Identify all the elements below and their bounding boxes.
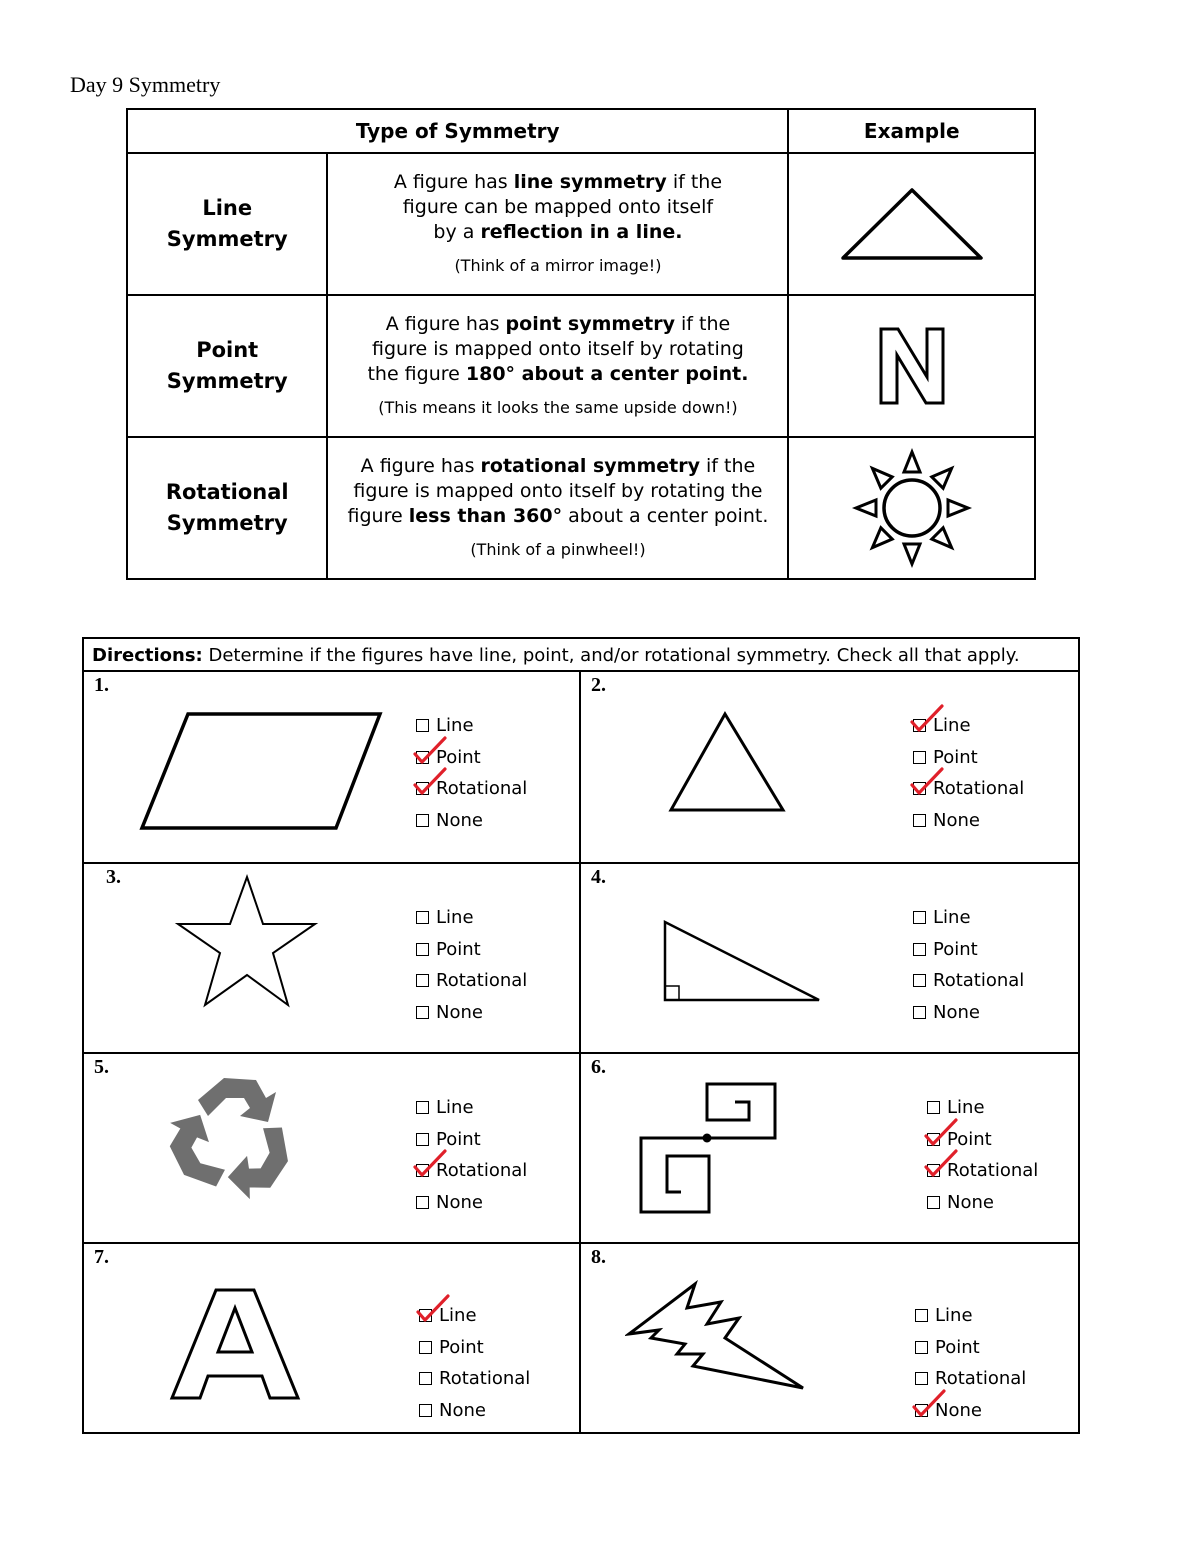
- symmetry-description: A figure has line symmetry if the figure can be mapped onto itself by a reflection in a line. (Think of a mirror image!): [327, 153, 788, 295]
- letter-a-icon: [168, 1286, 302, 1402]
- problem-5: [84, 1052, 581, 1242]
- problem-6: [581, 1052, 1078, 1242]
- option-label: None: [933, 809, 980, 831]
- option-rotational[interactable]: [419, 1363, 530, 1395]
- symmetry-reference-table: [126, 108, 1036, 580]
- option-none[interactable]: [927, 1187, 1038, 1219]
- checkbox[interactable]: [419, 1341, 432, 1354]
- problem-number: 8.: [591, 1246, 606, 1268]
- checkbox[interactable]: [913, 943, 926, 956]
- header-example: Example: [788, 109, 1035, 153]
- option-label: Rotational: [935, 1368, 1027, 1389]
- options: [416, 710, 527, 836]
- options: [913, 710, 1024, 836]
- option-label: Rotational: [436, 1160, 528, 1181]
- option-rotational[interactable]: [416, 965, 527, 997]
- option-rotational[interactable]: [416, 773, 527, 805]
- page-title: Day 9 Symmetry: [70, 72, 221, 97]
- problem-grid: [84, 672, 1078, 1432]
- problem-7: [84, 1242, 581, 1432]
- option-label: None: [935, 1399, 982, 1421]
- option-line[interactable]: [416, 710, 527, 742]
- checkbox[interactable]: [915, 1372, 928, 1385]
- option-point[interactable]: [913, 934, 1024, 966]
- option-label: None: [436, 1191, 483, 1213]
- option-label: Rotational: [947, 1160, 1039, 1181]
- option-line[interactable]: [927, 1092, 1038, 1124]
- checkbox[interactable]: [913, 751, 926, 764]
- checkbox[interactable]: [927, 1133, 940, 1146]
- checkbox[interactable]: [927, 1164, 940, 1177]
- example-cell: [788, 153, 1035, 295]
- option-label: Line: [935, 1305, 973, 1326]
- problem-4: [581, 862, 1078, 1052]
- option-label: Line: [933, 907, 971, 928]
- option-label: Line: [947, 1097, 985, 1118]
- right-triangle-icon: [661, 918, 823, 1004]
- option-line[interactable]: [419, 1300, 530, 1332]
- option-line[interactable]: [913, 902, 1024, 934]
- problem-number: 2.: [591, 674, 606, 696]
- option-label: Point: [935, 1336, 980, 1358]
- checkbox[interactable]: [915, 1309, 928, 1322]
- option-label: None: [436, 809, 483, 831]
- row-line-symmetry: [127, 153, 1035, 295]
- checkbox[interactable]: [419, 1404, 432, 1417]
- option-rotational[interactable]: [913, 965, 1024, 997]
- option-label: None: [933, 1001, 980, 1023]
- option-line[interactable]: [416, 1092, 527, 1124]
- checkbox[interactable]: [416, 974, 429, 987]
- symmetry-name: Line Symmetry: [127, 153, 327, 295]
- option-label: Point: [947, 1128, 992, 1150]
- option-none[interactable]: [913, 805, 1024, 837]
- option-label: Point: [436, 746, 481, 768]
- option-label: Point: [436, 1128, 481, 1150]
- parallelogram-icon: [138, 710, 384, 832]
- checkbox[interactable]: [416, 1164, 429, 1177]
- option-none[interactable]: [416, 997, 527, 1029]
- checkbox[interactable]: [416, 1006, 429, 1019]
- option-label: Line: [436, 907, 474, 928]
- problem-number: 5.: [94, 1056, 109, 1078]
- problem-3: [84, 862, 581, 1052]
- symmetry-name: Rotational Symmetry: [127, 437, 327, 579]
- option-label: Line: [436, 715, 474, 736]
- checkbox[interactable]: [913, 814, 926, 827]
- problem-number: 4.: [591, 866, 606, 888]
- option-point[interactable]: [913, 742, 1024, 774]
- options: [416, 902, 527, 1028]
- option-label: None: [439, 1399, 486, 1421]
- checkbox[interactable]: [416, 943, 429, 956]
- option-point[interactable]: [419, 1332, 530, 1364]
- option-none[interactable]: [416, 805, 527, 837]
- symmetry-description: A figure has point symmetry if the figure is mapped onto itself by rotating the figure 180° about a center point. (This means it looks the same upside down!): [327, 295, 788, 437]
- option-none[interactable]: [913, 997, 1024, 1029]
- checkbox[interactable]: [416, 1101, 429, 1114]
- options: [416, 1092, 527, 1218]
- options: [913, 902, 1024, 1028]
- problem-number: 1.: [94, 674, 109, 696]
- example-cell: [788, 437, 1035, 579]
- checkbox[interactable]: [913, 782, 926, 795]
- example-cell: [788, 295, 1035, 437]
- option-none[interactable]: [416, 1187, 527, 1219]
- row-point-symmetry: [127, 295, 1035, 437]
- option-label: Line: [933, 715, 971, 736]
- option-point[interactable]: [416, 1124, 527, 1156]
- triangle-icon: [839, 186, 985, 262]
- lightning-icon: [625, 1280, 807, 1392]
- option-line[interactable]: [416, 902, 527, 934]
- option-label: Line: [436, 1097, 474, 1118]
- option-label: Point: [439, 1336, 484, 1358]
- problem-number: 3.: [106, 866, 121, 888]
- option-label: Point: [933, 938, 978, 960]
- option-rotational[interactable]: [927, 1155, 1038, 1187]
- option-label: Point: [436, 938, 481, 960]
- problem-number: 6.: [591, 1056, 606, 1078]
- option-point[interactable]: [915, 1332, 1026, 1364]
- problem-8: [581, 1242, 1078, 1432]
- option-point[interactable]: [416, 934, 527, 966]
- option-line[interactable]: [913, 710, 1024, 742]
- star-icon: [174, 874, 320, 1010]
- header-type-of-symmetry: Type of Symmetry: [127, 109, 788, 153]
- option-label: Rotational: [436, 778, 528, 799]
- option-point[interactable]: [927, 1124, 1038, 1156]
- option-label: Rotational: [436, 970, 528, 991]
- option-rotational[interactable]: [913, 773, 1024, 805]
- sun-icon: [850, 446, 974, 570]
- option-point[interactable]: [416, 742, 527, 774]
- option-label: Line: [439, 1305, 477, 1326]
- problem-1: [84, 672, 581, 862]
- checkbox[interactable]: [416, 1133, 429, 1146]
- option-none[interactable]: [915, 1395, 1026, 1427]
- checkbox[interactable]: [419, 1309, 432, 1322]
- spiral-icon: [635, 1080, 781, 1216]
- checkbox[interactable]: [913, 974, 926, 987]
- option-label: Point: [933, 746, 978, 768]
- option-label: Rotational: [439, 1368, 531, 1389]
- checkbox[interactable]: [416, 782, 429, 795]
- worksheet: [82, 637, 1080, 1434]
- problem-number: 7.: [94, 1246, 109, 1268]
- symmetry-description: A figure has rotational symmetry if the figure is mapped onto itself by rotating the figure less than 360° about a center point. (Think of a pinwheel!): [327, 437, 788, 579]
- checkbox[interactable]: [419, 1372, 432, 1385]
- recycle-icon: [162, 1068, 302, 1208]
- options: [915, 1300, 1026, 1426]
- options: [927, 1092, 1038, 1218]
- checkbox[interactable]: [416, 814, 429, 827]
- checkbox[interactable]: [927, 1196, 940, 1209]
- checkbox[interactable]: [416, 719, 429, 732]
- checkbox[interactable]: [913, 1006, 926, 1019]
- symmetry-name: Point Symmetry: [127, 295, 327, 437]
- option-rotational[interactable]: [416, 1155, 527, 1187]
- problem-2: [581, 672, 1078, 862]
- triangle-icon: [667, 710, 787, 814]
- checkbox[interactable]: [927, 1101, 940, 1114]
- checkbox[interactable]: [915, 1341, 928, 1354]
- option-label: Rotational: [933, 778, 1025, 799]
- option-label: None: [436, 1001, 483, 1023]
- checkbox[interactable]: [913, 719, 926, 732]
- checkbox[interactable]: [416, 1196, 429, 1209]
- option-rotational[interactable]: [915, 1363, 1026, 1395]
- option-none[interactable]: [419, 1395, 530, 1427]
- options: [419, 1300, 530, 1426]
- checkbox[interactable]: [915, 1404, 928, 1417]
- checkbox[interactable]: [416, 751, 429, 764]
- option-label: None: [947, 1191, 994, 1213]
- checkbox[interactable]: [913, 911, 926, 924]
- option-line[interactable]: [915, 1300, 1026, 1332]
- letter-n-icon: [877, 325, 947, 407]
- row-rotational-symmetry: [127, 437, 1035, 579]
- checkbox[interactable]: [416, 911, 429, 924]
- directions: Directions: Determine if the figures have line, point, and/or rotational symmetry. Check all that apply.: [84, 639, 1078, 672]
- option-label: Rotational: [933, 970, 1025, 991]
